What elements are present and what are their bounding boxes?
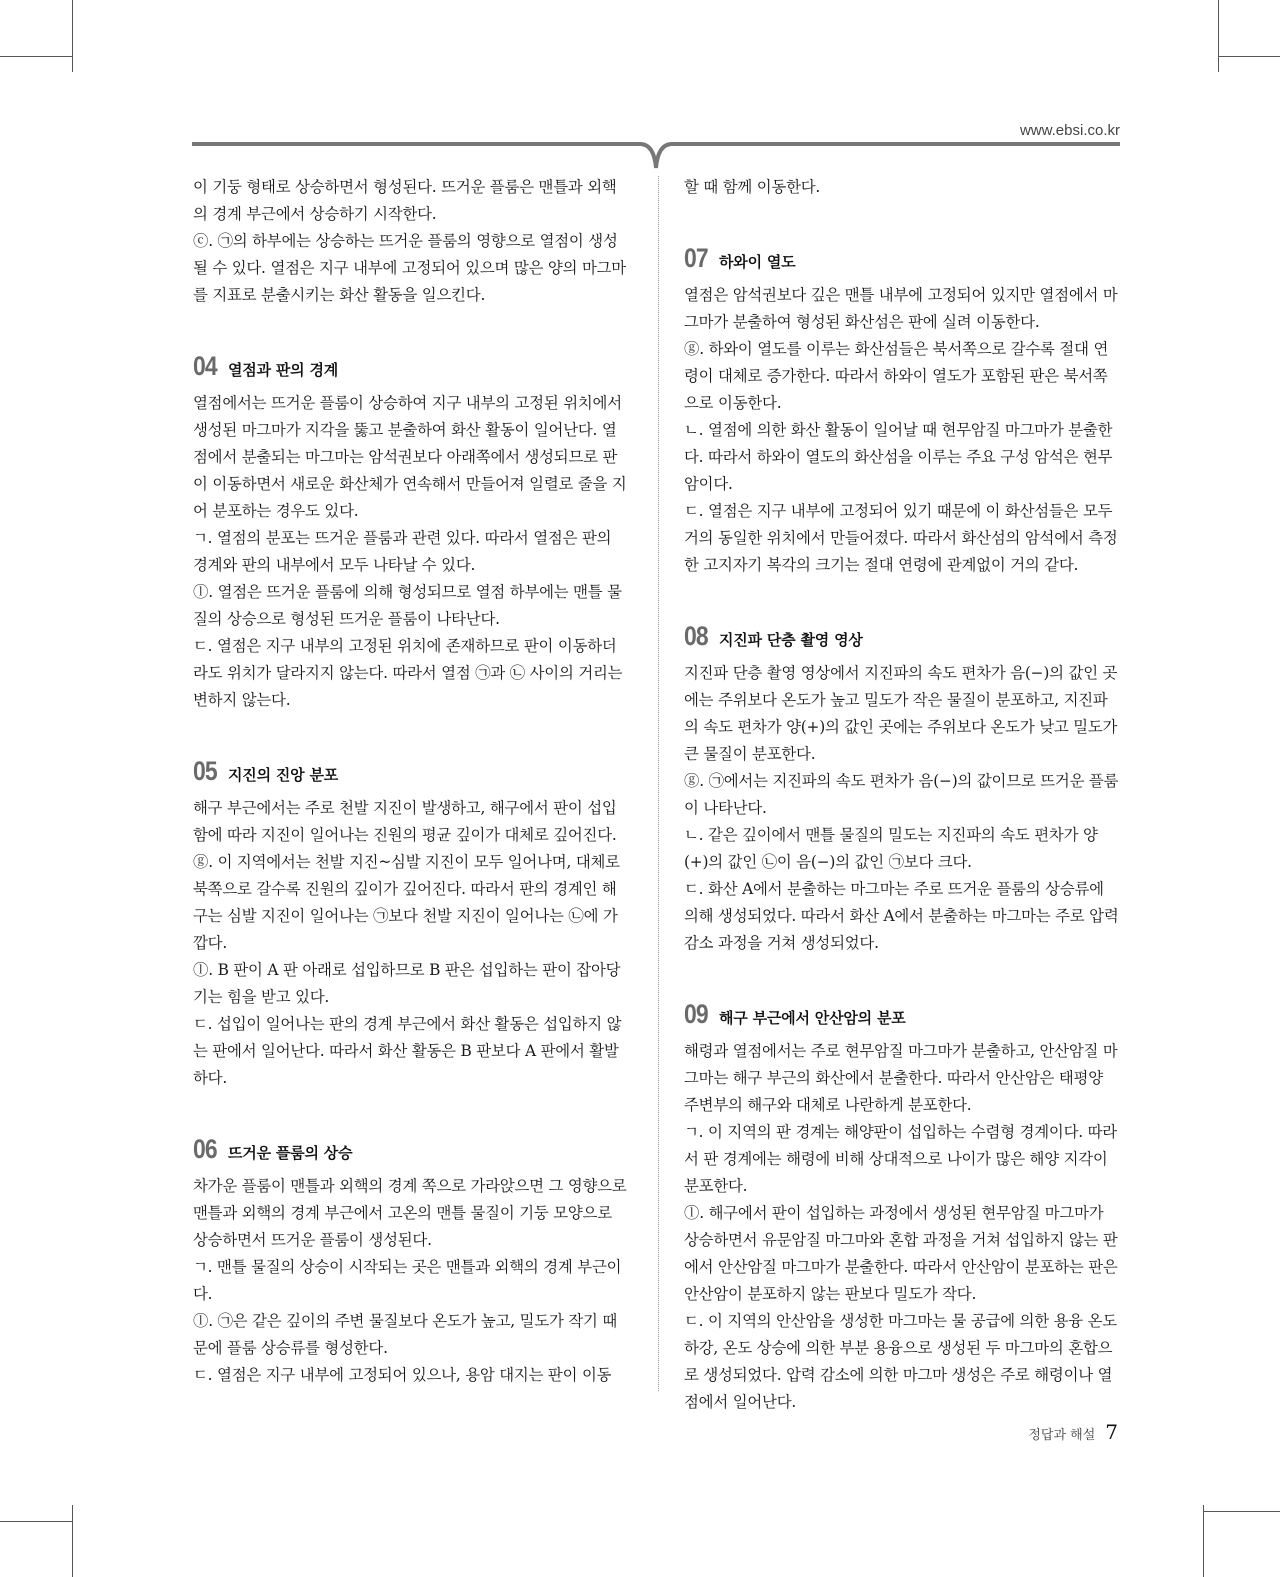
section-heading: [193, 758, 629, 789]
crop-mark: [1218, 56, 1280, 57]
paragraph: 열점에서는 뜨거운 플룸이 상승하여 지구 내부의 고정된 위치에서 생성된 마그마가 지각을 뚫고 분출하여 화산 활동이 일어난다. 열점에서 분출되는 마그마는 암석권보다 아래쪽에서 생성되므로 판이 이동하면서 새로운 화산체가 연속해서 만들어져 일렬로 줄을 지어 분포하는 경우도 있다.: [193, 394, 627, 520]
section-heading: [193, 1136, 629, 1167]
paragraph: ㄴ. 같은 깊이에서 맨틀 물질의 밀도는 지진파의 속도 편차가 양(+)의 값인 ㉡이 음(−)의 값인 ㉠보다 크다.: [684, 826, 1098, 871]
section-heading: [684, 623, 1120, 654]
section-title: 열점과 판의 경계: [228, 361, 339, 379]
section-heading: [684, 245, 1120, 276]
crop-mark: [1218, 0, 1219, 72]
section-number: 06: [193, 1134, 217, 1164]
crop-mark: [1203, 1511, 1280, 1512]
section-05: [193, 758, 629, 1092]
paragraph: ⓛ. 해구에서 판이 섭입하는 과정에서 생성된 현무암질 마그마가 상승하면서 유문암질 마그마와 혼합 과정을 거쳐 섭입하지 않는 판에서 안산암질 마그마가 분출한다. 따라서 안산암이 분포하는 판은 안산암이 분포하지 않는 판보다 밀도가 작다.: [684, 1204, 1118, 1303]
section-number: 08: [684, 621, 708, 651]
section-04: [193, 353, 629, 714]
header-url: www.ebsi.co.kr: [1019, 122, 1120, 139]
paragraph: ⓖ. 하와이 열도를 이루는 화산섬들은 북서쪽으로 갈수록 절대 연령이 대체로 증가한다. 따라서 하와이 열도가 포함된 판은 북서쪽으로 이동한다.: [684, 340, 1109, 412]
section-title: 뜨거운 플룸의 상승: [228, 1144, 353, 1162]
left-column: [193, 174, 629, 1389]
paragraph: ⓛ. ㉠은 같은 깊이의 주변 물질보다 온도가 높고, 밀도가 작기 때문에 플룸 상승류를 형성한다.: [193, 1312, 618, 1357]
crop-mark: [72, 0, 73, 72]
paragraph: 열점은 암석권보다 깊은 맨틀 내부에 고정되어 있지만 열점에서 마그마가 분출하여 형성된 화산섬은 판에 실려 이동한다.: [684, 286, 1118, 331]
section-number: 09: [684, 999, 708, 1029]
section-09: [684, 1001, 1120, 1416]
right-intro: [684, 174, 1120, 201]
paragraph: ㄷ. 화산 A에서 분출하는 마그마는 주로 뜨거운 플룸의 상승류에 의해 생성되었다. 따라서 화산 A에서 분출하는 마그마는 주로 압력 감소 과정을 거쳐 생성되었다.: [684, 880, 1119, 952]
paragraph: ㄴ. 열점에 의한 화산 활동이 일어날 때 현무암질 마그마가 분출한다. 따라서 하와이 열도의 화산섬을 이루는 주요 구성 암석은 현무암이다.: [684, 421, 1113, 493]
crop-mark: [0, 1521, 72, 1522]
crop-mark: [1203, 1505, 1204, 1577]
left-intro: [193, 174, 629, 309]
paragraph: ⓖ. 이 지역에서는 천발 지진~심발 지진이 모두 일어나며, 대체로 북쪽으로 갈수록 진원의 깊이가 깊어진다. 따라서 판의 경계인 해구는 심발 지진이 일어나는 ㉠보다 천발 지진이 일어나는 ㉡에 가깝다.: [193, 853, 620, 952]
paragraph: 지진파 단층 촬영 영상에서 지진파의 속도 편차가 음(−)의 값인 곳에는 주위보다 온도가 높고 밀도가 작은 물질이 분포하고, 지진파의 속도 편차가 양(+)의 값인 곳에는 주위보다 온도가 낮고 밀도가 큰 물질이 분포한다.: [684, 664, 1118, 763]
page-number: 7: [1105, 1420, 1118, 1444]
paragraph: ⓒ. ㉠의 하부에는 상승하는 뜨거운 플룸의 영향으로 열점이 생성될 수 있다. 열점은 지구 내부에 고정되어 있으며 많은 양의 마그마를 지표로 분출시키는 화산 활동을 일으킨다.: [193, 232, 626, 304]
section-08: [684, 623, 1120, 957]
crop-mark: [72, 1505, 73, 1577]
header-rule: [192, 138, 1120, 178]
paragraph: ㄷ. 열점은 지구 내부의 고정된 위치에 존재하므로 판이 이동하더라도 위치가 달라지지 않는다. 따라서 열점 ㉠과 ㉡ 사이의 거리는 변하지 않는다.: [193, 637, 623, 709]
paragraph: ㄷ. 섭입이 일어나는 판의 경계 부근에서 화산 활동은 섭입하지 않는 판에서 일어난다. 따라서 화산 활동은 B 판보다 A 판에서 활발하다.: [193, 1015, 622, 1087]
section-number: 04: [193, 351, 217, 381]
paragraph: 해구 부근에서는 주로 천발 지진이 발생하고, 해구에서 판이 섭입함에 따라 지진이 일어나는 진원의 평균 깊이가 대체로 깊어진다.: [193, 799, 617, 844]
paragraph: ㄷ. 열점은 지구 내부에 고정되어 있으나, 용암 대지는 판이 이동: [193, 1366, 612, 1384]
paragraph: ㄷ. 이 지역의 안산암을 생성한 마그마는 물 공급에 의한 용융 온도 하강, 온도 상승에 의한 부분 용융으로 생성된 두 마그마의 혼합으로 생성되었다. 압력 감소에 의한 마그마 생성은 주로 해령이나 열점에서 일어난다.: [684, 1312, 1117, 1411]
section-title: 지진파 단층 촬영 영상: [719, 631, 863, 649]
section-title: 하와이 열도: [719, 253, 796, 271]
section-title: 해구 부근에서 안산암의 분포: [719, 1009, 906, 1027]
section-07: [684, 245, 1120, 579]
section-heading: [193, 353, 629, 384]
paragraph: 할 때 함께 이동한다.: [684, 178, 821, 196]
right-column: [684, 174, 1120, 1416]
paragraph: ⓛ. B 판이 A 판 아래로 섭입하므로 B 판은 섭입하는 판이 잡아당기는 힘을 받고 있다.: [193, 961, 621, 1006]
crop-mark: [0, 56, 72, 57]
section-title: 지진의 진앙 분포: [228, 766, 339, 784]
section-number: 05: [193, 756, 217, 786]
paragraph: ⓛ. 열점은 뜨거운 플룸에 의해 형성되므로 열점 하부에는 맨틀 물질의 상승으로 형성된 뜨거운 플룸이 나타난다.: [193, 583, 622, 628]
paragraph: ㄷ. 열점은 지구 내부에 고정되어 있기 때문에 이 화산섬들은 모두 거의 동일한 위치에서 만들어졌다. 따라서 화산섬의 암석에서 측정한 고지자기 복각의 크기는 절대 연령에 관계없이 거의 같다.: [684, 502, 1118, 574]
paragraph: 차가운 플룸이 맨틀과 외핵의 경계 쪽으로 가라앉으면 그 영향으로 맨틀과 외핵의 경계 부근에서 고온의 맨틀 물질이 기둥 모양으로 상승하면서 뜨거운 플룸이 생성된다.: [193, 1177, 627, 1249]
paragraph: ㄱ. 열점의 분포는 뜨거운 플룸과 관련 있다. 따라서 열점은 판의 경계와 판의 내부에서 모두 나타날 수 있다.: [193, 529, 612, 574]
section-06: [193, 1136, 629, 1389]
paragraph: ㄱ. 맨틀 물질의 상승이 시작되는 곳은 맨틀과 외핵의 경계 부근이다.: [193, 1258, 622, 1303]
paragraph: ㄱ. 이 지역의 판 경계는 해양판이 섭입하는 수렴형 경계이다. 따라서 판 경계에는 해령에 비해 상대적으로 나이가 많은 해양 지각이 분포한다.: [684, 1123, 1117, 1195]
paragraph: 이 기둥 형태로 상승하면서 형성된다. 뜨거운 플룸은 맨틀과 외핵의 경계 부근에서 상승하기 시작한다.: [193, 178, 617, 223]
section-heading: [684, 1001, 1120, 1032]
section-number: 07: [684, 243, 708, 273]
paragraph: ⓖ. ㉠에서는 지진파의 속도 편차가 음(−)의 값이므로 뜨거운 플룸이 나타난다.: [684, 772, 1119, 817]
column-divider: [658, 176, 659, 1391]
page-footer: [1028, 1420, 1118, 1444]
footer-label: 정답과 해설: [1028, 1428, 1096, 1443]
paragraph: 해령과 열점에서는 주로 현무암질 마그마가 분출하고, 안산암질 마그마는 해구 부근의 화산에서 분출한다. 따라서 안산암은 태평양 주변부의 해구와 대체로 나란하게 분포한다.: [684, 1042, 1118, 1114]
